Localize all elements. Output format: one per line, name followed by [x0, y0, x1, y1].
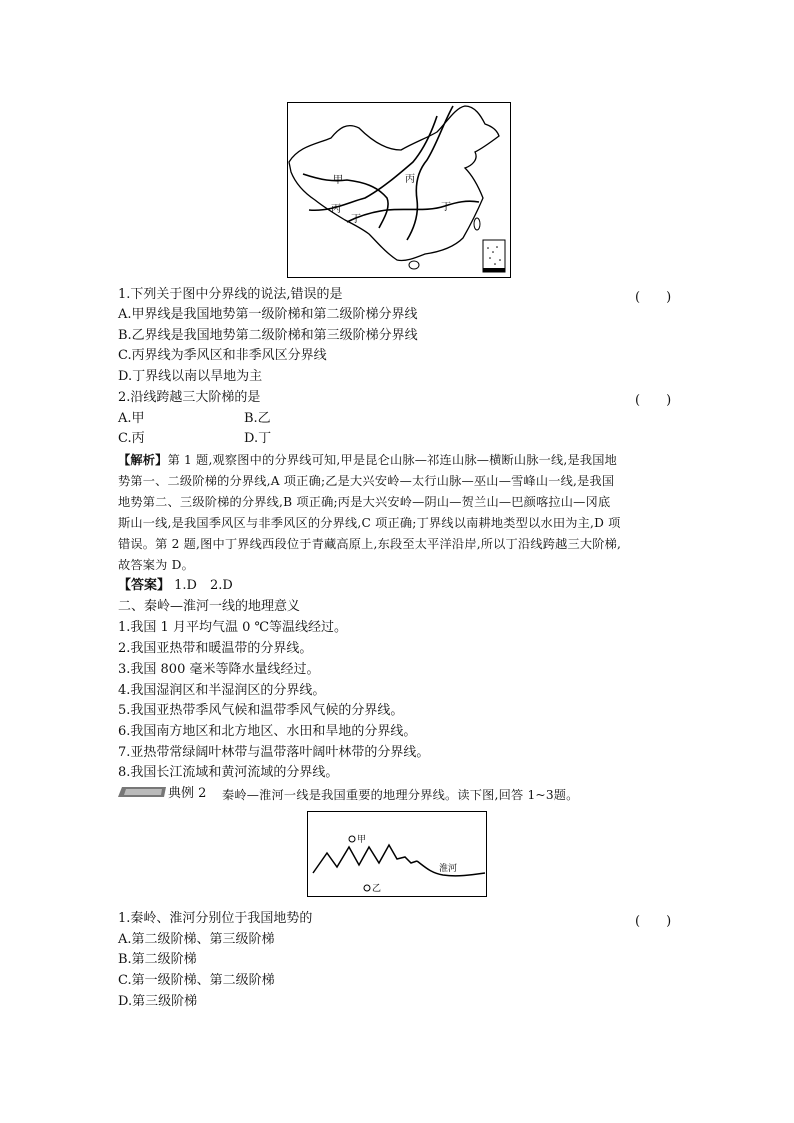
answer-line-marker: 【答案】 — [118, 578, 171, 593]
qinling-huaihe-figure — [307, 811, 487, 897]
label-jia-fig2: 甲 — [357, 835, 367, 845]
analysis-line-5: 错误。第 2 题,图中丁界线西段位于青藏高原上,东段至太平洋沿岸,所以丁沿线跨越三大阶梯, — [118, 537, 622, 551]
section-item-4: 4.我国湿润区和半湿润区的分界线。 — [118, 683, 326, 698]
q1-answer-paren: ( ) — [635, 290, 672, 305]
q3-option-d: D.第三级阶梯 — [118, 994, 198, 1009]
label-bing-east: 丙 — [405, 174, 415, 185]
south-sea-inset — [483, 240, 505, 272]
q1-option-c: C.丙界线为季风区和非季风区分界线 — [118, 348, 327, 363]
q3-option-a: A.第二级阶梯、第三级阶梯 — [118, 932, 275, 947]
q2-option-d: D.丁 — [244, 431, 272, 446]
q3-stem: 1.秦岭、淮河分别位于我国地势的 — [118, 911, 313, 926]
analysis-line-4: 斯山一线,是我国季风区与非季风区的分界线,C 项正确;丁界线以南耕地类型以水田为主,D 项 — [118, 516, 621, 530]
example-badge-graphic — [118, 785, 166, 799]
q1-option-a: A.甲界线是我国地势第一级阶梯和第二级阶梯分界线 — [118, 307, 418, 322]
point-yi — [364, 885, 370, 891]
label-ding-west: 丁 — [351, 214, 361, 225]
q3-option-c: C.第一级阶梯、第二级阶梯 — [118, 973, 275, 988]
section-item-3: 3.我国 800 毫米等降水量线经过。 — [118, 662, 320, 677]
section-item-7: 7.亚热带常绿阔叶林带与温带落叶阔叶林带的分界线。 — [118, 745, 430, 760]
analysis-line-1: 【解析】第 1 题,观察图中的分界线可知,甲是昆仑山脉—祁连山脉—横断山脉一线,是我国地 — [118, 453, 618, 467]
section-item-8: 8.我国长江流域和黄河流域的分界线。 — [118, 765, 339, 780]
q1-stem: 1.下列关于图中分界线的说法,错误的是 — [118, 287, 343, 302]
label-river: 淮河 — [439, 864, 458, 874]
china-map-svg — [287, 102, 511, 278]
q2-option-c: C.丙 — [118, 431, 145, 446]
answer-line: 【答案】 1.D 2.D — [118, 578, 233, 593]
example-badge — [118, 785, 166, 799]
qinling-huaihe-svg — [307, 811, 487, 897]
analysis-line-6: 故答案为 D。 — [118, 558, 194, 572]
section-item-2: 2.我国亚热带和暖温带的分界线。 — [118, 641, 313, 656]
china-map-figure — [287, 102, 511, 278]
section-item-6: 6.我国南方地区和北方地区、水田和旱地的分界线。 — [118, 724, 417, 739]
q2-option-b: B.乙 — [244, 411, 271, 426]
analysis-line-3: 地势第二、三级阶梯的分界线,B 项正确;丙是大兴安岭—阴山—贺兰山—巴颜喀拉山—冈底 — [118, 495, 611, 509]
example-text: 秦岭—淮河一线是我国重要的地理分界线。读下图,回答 1~3题。 — [222, 788, 579, 802]
section-item-1: 1.我国 1 月平均气温 0 ℃等温线经过。 — [118, 620, 348, 635]
q1-option-b: B.乙界线是我国地势第二级阶梯和第三级阶梯分界线 — [118, 328, 418, 343]
point-jia — [349, 836, 355, 842]
section-item-5: 5.我国亚热带季风气候和温带季风气候的分界线。 — [118, 703, 404, 718]
label-ding-east: 丁 — [441, 202, 451, 213]
q3-answer-paren: ( ) — [635, 914, 672, 929]
q3-option-b: B.第二级阶梯 — [118, 952, 197, 967]
q1-option-d: D.丁界线以南以旱地为主 — [118, 369, 263, 384]
q2-stem: 2.沿线跨越三大阶梯的是 — [118, 390, 261, 405]
label-yi-fig2: 乙 — [372, 884, 382, 894]
section-title: 二、秦岭—淮河一线的地理意义 — [118, 599, 301, 614]
label-jia: 甲 — [333, 175, 343, 186]
analysis-line-2: 势第一、二级阶梯的分界线,A 项正确;乙是大兴安岭—太行山脉—巫山—雪峰山一线,是我国 — [118, 474, 615, 488]
q2-option-a: A.甲 — [118, 411, 145, 426]
analysis-line-1-marker: 【解析】 — [118, 453, 168, 467]
label-bing-west: 丙 — [331, 204, 341, 215]
q2-answer-paren: ( ) — [635, 393, 672, 408]
example-label: 典例 2 — [168, 786, 207, 801]
